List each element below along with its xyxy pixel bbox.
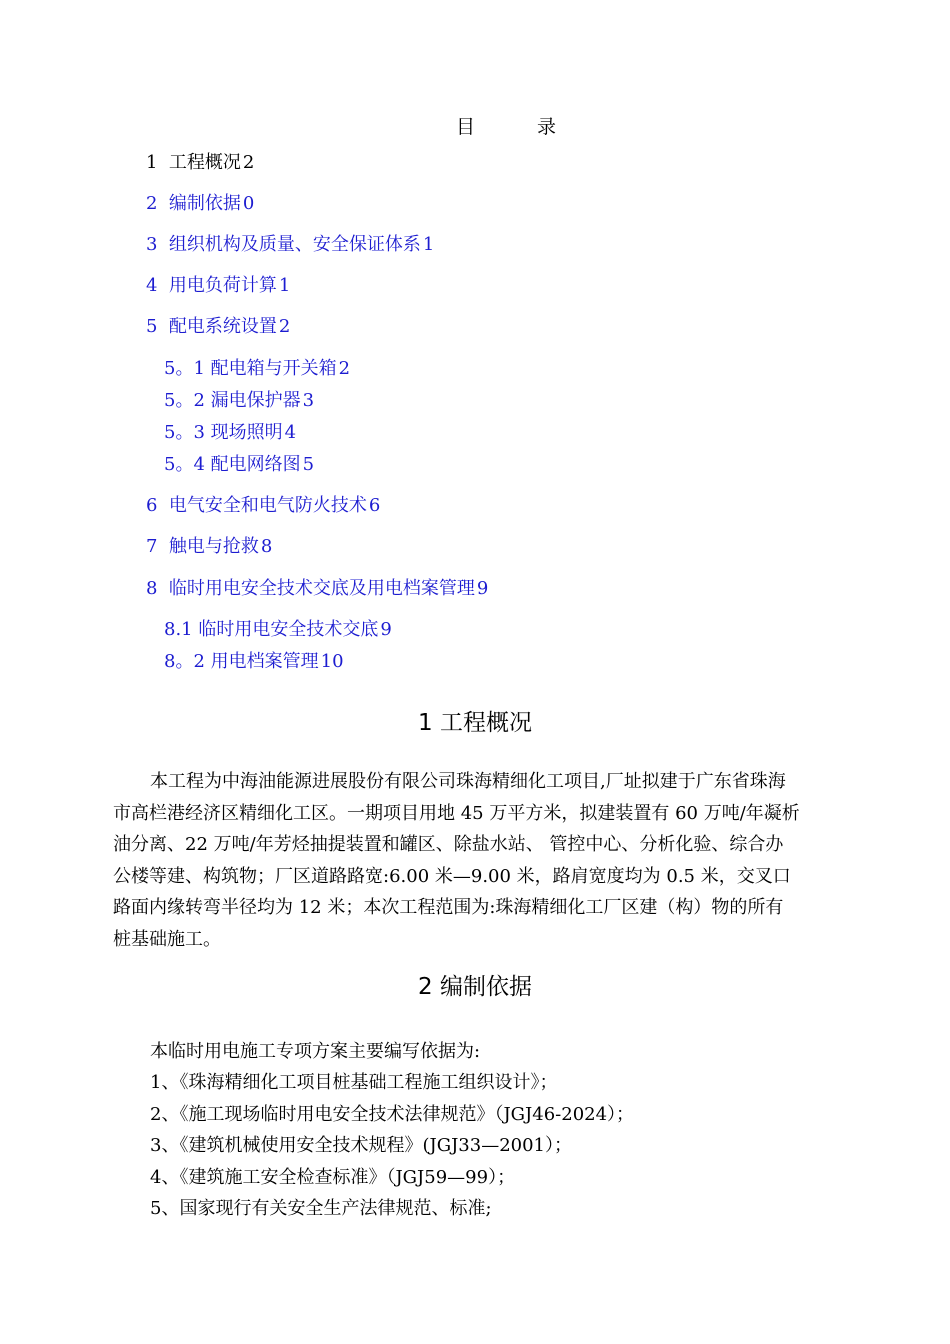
paragraph-line: 桩基础施工。: [113, 928, 221, 950]
toc-item-label: 工程概况: [168, 152, 241, 173]
toc-item-label: 配电系统设置: [168, 316, 277, 337]
section-1-heading: 1 工程概况: [418, 710, 532, 736]
toc-item-number: 1: [146, 152, 158, 173]
toc-item-page: 8: [260, 536, 273, 557]
toc-title-left: 目: [455, 116, 475, 138]
toc-item-page: 2: [278, 316, 291, 337]
toc-item-number: 4: [146, 275, 158, 296]
toc-item-label: 电气安全和电气防火技术: [168, 495, 367, 516]
toc-item-page: 6: [368, 495, 381, 516]
toc-item-number: 6: [146, 495, 158, 516]
toc-item-label: 临时用电安全技术交底及用电档案管理: [168, 578, 475, 599]
reference-item: 5、国家现行有关安全生产法律规范、标准;: [150, 1198, 492, 1219]
toc-item-label: 配电网络图: [210, 454, 301, 475]
toc-item[interactable]: [146, 316, 290, 338]
toc-item[interactable]: [146, 275, 290, 297]
toc-item-label: 临时用电安全技术交底: [198, 619, 379, 640]
toc-item-page: 5: [302, 454, 315, 475]
paragraph-line: 油分离、22 万吨/年芳烃抽提装置和罐区、除盐水站、 管控中心、分析化验、综合办: [113, 834, 784, 855]
toc-item-label: 触电与抢救: [168, 536, 259, 557]
toc-item-page: 2: [242, 152, 255, 173]
toc-item-page: 10: [320, 651, 344, 672]
toc-item-number: 8: [146, 578, 158, 599]
toc-item[interactable]: [164, 454, 314, 476]
toc-item-number: 5。1: [164, 358, 205, 379]
toc-item[interactable]: [146, 152, 254, 174]
toc-item-page: 4: [284, 422, 297, 443]
toc-item-number: 5。2: [164, 390, 205, 411]
toc-item[interactable]: [146, 234, 434, 256]
toc-item-page: 1: [278, 275, 291, 296]
paragraph-line: 市高栏港经济区精细化工区。一期项目用地 45 万平方米，拟建装置有 60 万吨/年凝析: [113, 802, 800, 824]
section-2-intro: 本临时用电施工专项方案主要编写依据为:: [150, 1041, 481, 1062]
toc-title-right: 录: [537, 116, 557, 138]
toc-item-number: 3: [146, 234, 158, 255]
toc-item[interactable]: [164, 422, 296, 444]
toc-item[interactable]: [146, 495, 380, 517]
toc-item[interactable]: [164, 390, 314, 412]
reference-item: 2、《施工现场临时用电安全技术法律规范》（JGJ46-2024）；: [150, 1104, 635, 1125]
toc-item[interactable]: [164, 619, 392, 641]
toc-item-number: 5: [146, 316, 158, 337]
toc-item-label: 用电档案管理: [210, 651, 319, 672]
toc-item[interactable]: [146, 578, 488, 600]
toc-item-number: 7: [146, 536, 158, 557]
toc-item-label: 漏电保护器: [210, 390, 301, 411]
toc-item-page: 9: [476, 578, 489, 599]
toc-item[interactable]: [164, 651, 344, 673]
toc-item-page: 9: [380, 619, 392, 640]
toc-item[interactable]: [146, 536, 272, 558]
toc-item-label: 用电负荷计算: [168, 275, 277, 296]
toc-item-number: 8.1: [164, 619, 193, 640]
toc-item-number: 2: [146, 193, 158, 214]
section-1-paragraph: [113, 766, 837, 955]
toc-item-label: 编制依据: [168, 193, 241, 214]
paragraph-line: 公楼等建、构筑物；厂区道路路宽:6.00 米—9.00 米，路肩宽度均为 0.5 米，交叉口: [113, 865, 791, 887]
toc-title: [0, 112, 950, 139]
toc-item-page: 3: [302, 390, 315, 411]
reference-item: 3、《建筑机械使用安全技术规程》(JGJ33—2001）；: [150, 1135, 572, 1156]
reference-item: 1、《珠海精细化工项目桩基础工程施工组织设计》；: [150, 1072, 558, 1093]
toc-item-number: 5。3: [164, 422, 205, 443]
toc-item-label: 配电箱与开关箱: [210, 358, 337, 379]
toc-item-number: 5。4: [164, 454, 205, 475]
toc-item[interactable]: [146, 193, 254, 215]
reference-item: 4、《建筑施工安全检查标准》（JGJ59—99）；: [150, 1167, 516, 1188]
toc-item-number: 8。2: [164, 651, 205, 672]
toc-item-label: 现场照明: [210, 422, 283, 443]
paragraph-line: 本工程为中海油能源进展股份有限公司珠海精细化工项目,厂址拟建于广东省珠海: [150, 771, 786, 792]
paragraph-line: 路面内缘转弯半径均为 12 米；本次工程范围为:珠海精细化工厂区建（构）物的所有: [113, 897, 784, 918]
toc-item[interactable]: [164, 358, 350, 380]
section-2-heading: 2 编制依据: [418, 974, 532, 1000]
toc-item-page: 2: [338, 358, 351, 379]
toc-item-label: 组织机构及质量、安全保证体系: [168, 234, 421, 255]
toc-item-page: 1: [422, 234, 435, 255]
toc-item-page: 0: [242, 193, 255, 214]
